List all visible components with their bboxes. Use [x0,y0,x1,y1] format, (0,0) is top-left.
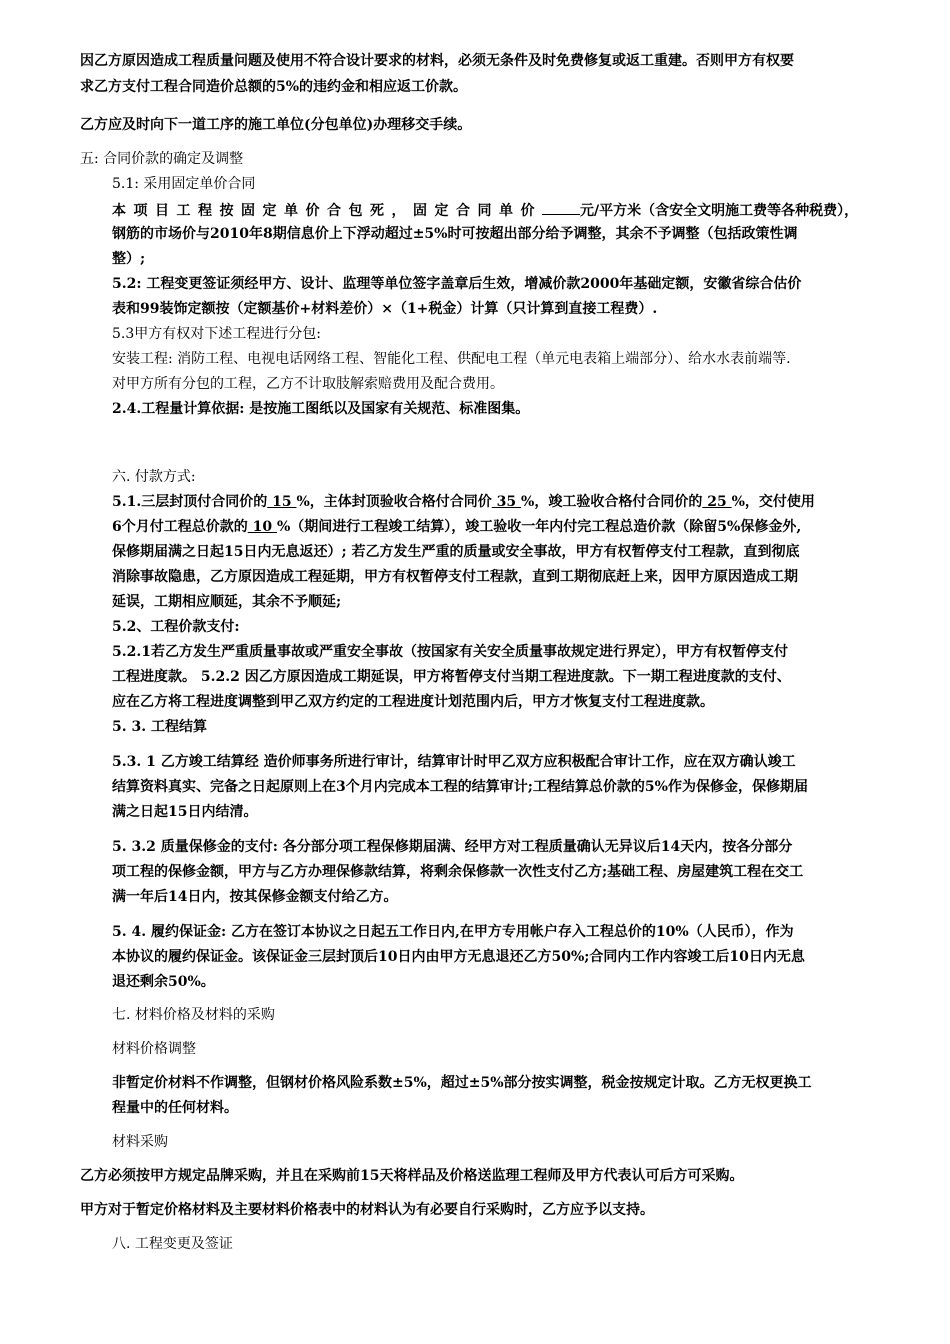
clause-6-2-1-line3: 应在乙方将工程进度调整到甲乙双方约定的工程进度计划范围内后，甲方才恢复支付工程进度款。 [112,694,714,710]
clause-6-3-1-line3: 满之日起15日内结清。 [112,804,258,820]
paragraph-quality-liability: 因乙方原因造成工程质量问题及使用不符合设计要求的材料，必须无条件及时免费修复或返工重建。否则甲方有权要 [80,53,794,69]
unit-price-blank [542,200,580,215]
clause-5-1-line3: 整）; [112,251,146,267]
clause-6-4-line2: 本协议的履约保证金。该保证金三层封顶后10日内由甲方无息退还乙方50%;合同内工作内容竣工后10日内无息 [112,949,805,965]
clause-6-2-heading: 5.2、工程价款支付: [112,619,240,635]
clause-5-1-text-pre: 本项目工程按固定单价合包死，固定合同单价 [112,203,542,219]
paragraph-handover: 乙方应及时向下一道工序的施工单位(分包单位)办理移交手续。 [80,117,472,133]
payment-percent-structure: 35 [491,494,522,510]
payment-percent-topping: 15 [267,494,297,510]
clause-6-1-line3: 保修期届满之日起15日内无息返还）; 若乙方发生严重的质量或安全事故，甲方有权暂停支付工程款，直到彻底 [112,544,800,560]
clause-6-1-line2 [112,518,801,536]
subsection-price-adjustment: 材料价格调整 [112,1041,196,1057]
clause-6-1-text-a: 5.1.三层封顶付合同价的 [112,494,268,510]
clause-2-4: 2.4.工程量计算依据: 是按施工图纸以及国家有关规范、标准图集。 [112,401,530,417]
clause-6-1-text-e: 6个月付工程总价款的 [112,519,248,535]
clause-6-3-1-line2: 结算资料真实、完备之日起原则上在3个月内完成本工程的结算审计;工程结算总价款的5%作为保修金，保修期届 [112,779,808,795]
clause-6-1-text-c: %，竣工验收合格付合同价的 [521,494,703,510]
clause-5-2-line1: 5.2: 工程变更签证须经甲方、设计、监理等单位签字盖章后生效，增减价款2000年基础定额，安徽省综合估价 [112,276,802,292]
section-8-heading: 八. 工程变更及签证 [112,1236,233,1252]
clause-5-1-heading: 5.1: 采用固定单价合同 [112,176,256,192]
clause-6-3-2-line2: 项工程的保修金额，甲方与乙方办理保修款结算，将剩余保修款一次性支付乙方;基础工程、房屋建筑工程在交工 [112,864,804,880]
price-adjustment-line1: 非暂定价材料不作调整，但钢材价格风险系数±5%，超过±5%部分按实调整，税金按规定计取。乙方无权更换工 [112,1075,812,1091]
clause-6-3-1-line1: 5.3. 1 乙方竣工结算经 造价师事务所进行审计，结算审计时甲乙双方应积极配合审计工作，应在双方确认竣工 [112,754,796,770]
clause-6-1-text-d: %，交付使用 [731,494,815,510]
clause-6-4-line1: 5. 4. 履约保证金: 乙方在签订本协议之日起五工作日内,在甲方专用帐户存入工程总价的10%（人民币），作为 [112,924,794,940]
clause-5-1-line2: 钢筋的市场价与2010年8期信息价上下浮动超过±5%时可按超出部分给予调整，其余不予调整（包括政策性调 [112,226,798,242]
clause-6-3-heading: 5. 3. 工程结算 [112,719,207,735]
subsection-procurement: 材料采购 [112,1134,168,1150]
section-5-heading: 五: 合同价款的确定及调整 [80,151,244,167]
payment-percent-delivery: 10 [247,519,277,535]
clause-5-3-line1: 安装工程: 消防工程、电视电话网络工程、智能化工程、供配电工程（单元电表箱上端部分）、给水水表前端等. [112,351,791,367]
procurement-line1: 乙方必须按甲方规定品牌采购，并且在采购前15天将样品及价格送监理工程师及甲方代表认可后方可采购。 [80,1168,744,1184]
clause-6-1-line1 [112,493,815,511]
section-6-heading: 六. 付款方式: [112,469,196,485]
clause-6-1-text-f: %（期间进行工程竣工结算），竣工验收一年内付完工程总造价款（除留5%保修金外, [276,519,802,535]
clause-6-2-1-line2: 工程进度款。 5.2.2 因乙方原因造成工期延误，甲方将暂停支付当期工程进度款。下一期工程进度款的支付、 [112,669,791,685]
clause-6-1-text-b: %，主体封顶验收合格付合同价 [296,494,492,510]
clause-6-3-2-line3: 满一年后14日内，按其保修金额支付给乙方。 [112,889,398,905]
clause-5-3-line2: 对甲方所有分包的工程，乙方不计取肢解索赔费用及配合费用。 [112,376,504,392]
clause-5-1-text-post: 元/平方米（含安全文明施工费等各种税费）， [580,203,859,219]
clause-6-1-line4: 消除事故隐患，乙方原因造成工程延期，甲方有权暂停支付工程款，直到工期彻底赶上来，因甲方原因造成工期 [112,569,798,585]
clause-5-1-line1 [112,200,858,220]
procurement-line2: 甲方对于暂定价格材料及主要材料价格表中的材料认为有必要自行采购时，乙方应予以支持。 [80,1202,654,1218]
clause-6-3-2-line1: 5. 3.2 质量保修金的支付: 各分部分项工程保修期届满、经甲方对工程质量确认无异议后14天内，按各分部分 [112,839,793,855]
clause-5-3-heading: 5.3甲方有权对下述工程进行分包: [112,326,321,342]
clause-6-1-line5: 延误，工期相应顺延，其余不予顺延; [112,594,342,610]
section-7-heading: 七. 材料价格及材料的采购 [112,1007,275,1023]
clause-5-2-line2: 表和99装饰定额按（定额基价+材料差价）×（1+税金）计算（只计算到直接工程费）. [112,301,658,317]
payment-percent-completion: 25 [702,494,732,510]
clause-6-4-line3: 退还剩余50%。 [112,974,215,990]
clause-6-2-1-line1: 5.2.1若乙方发生严重质量事故或严重安全事故（按国家有关安全质量事故规定进行界定），甲方有权暂停支付 [112,644,788,660]
paragraph-quality-liability-cont: 求乙方支付工程合同造价总额的5%的违约金和相应返工价款。 [80,79,468,95]
price-adjustment-line2: 程量中的任何材料。 [112,1100,238,1116]
